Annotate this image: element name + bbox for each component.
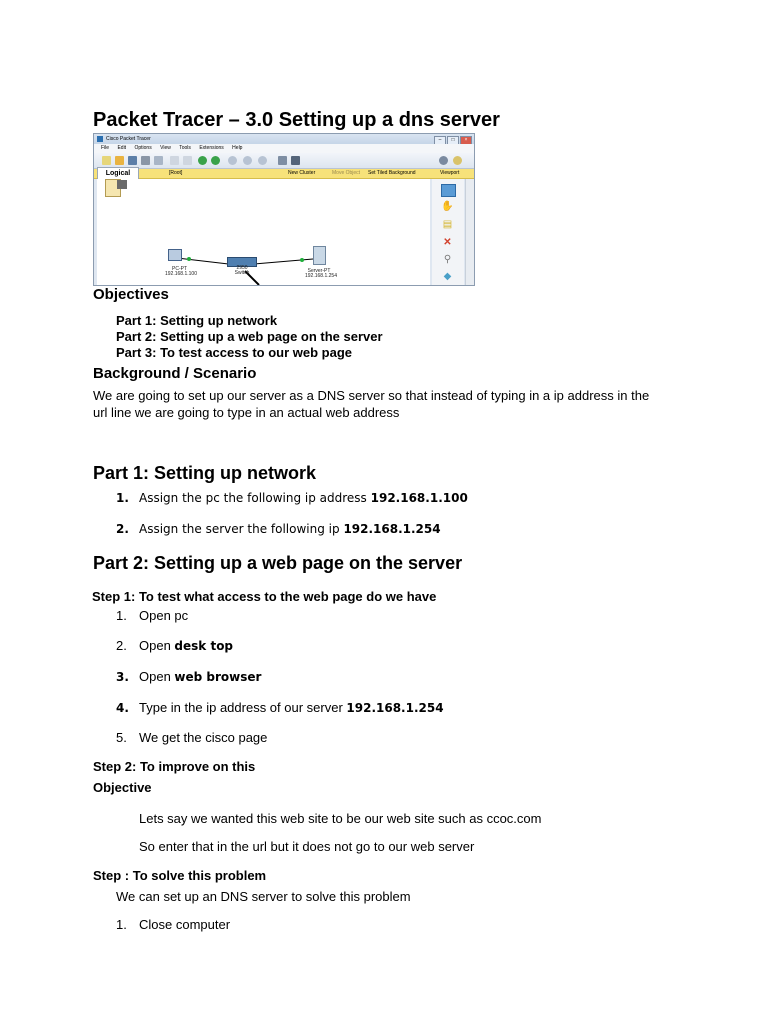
tool-panel bbox=[432, 179, 464, 285]
new-cluster-label: New Cluster bbox=[288, 170, 316, 176]
list-number: 2. bbox=[116, 522, 129, 536]
zoom-reset-icon bbox=[243, 156, 252, 165]
new-file-icon bbox=[102, 156, 111, 165]
packet-tracer-screenshot bbox=[93, 133, 475, 286]
list-item bbox=[116, 608, 188, 623]
objective-item: Part 1: Setting up network bbox=[116, 313, 278, 328]
pc-ip-label: 192.168.1.100 bbox=[165, 271, 197, 277]
objectives-heading: Objectives bbox=[93, 286, 169, 303]
list-number: 4. bbox=[116, 701, 129, 715]
logical-canvas bbox=[97, 179, 430, 285]
list-item bbox=[116, 638, 233, 653]
server-label: Server-PT bbox=[307, 268, 331, 274]
help-icon bbox=[453, 156, 462, 165]
scrollbar bbox=[465, 179, 474, 285]
menu-view: View bbox=[160, 145, 171, 151]
window-titlebar bbox=[94, 134, 474, 144]
part1-heading: Part 1: Setting up network bbox=[93, 463, 317, 483]
list-item bbox=[116, 730, 267, 745]
close-icon: × bbox=[460, 136, 472, 145]
step3-heading: Step : To solve this problem bbox=[93, 868, 267, 883]
background-text-line2: url line we are going to type in an actual web address bbox=[93, 405, 400, 420]
app-logo-icon bbox=[97, 136, 103, 142]
root-label: [Root] bbox=[169, 170, 183, 176]
objective-item: Part 3: To test access to our web page bbox=[116, 345, 352, 360]
objective-item: Part 2: Setting up a web page on the server bbox=[116, 329, 383, 344]
list-item bbox=[116, 491, 468, 505]
inspect-tool-icon: ⚲ bbox=[443, 254, 452, 265]
note-tool-icon: ▤ bbox=[442, 219, 453, 230]
list-number: 1. bbox=[116, 917, 127, 932]
list-text: Open bbox=[139, 669, 175, 684]
open-folder-icon bbox=[115, 156, 124, 165]
menu-extensions: Extensions bbox=[199, 145, 224, 151]
paste-icon bbox=[183, 156, 192, 165]
part2-heading: Part 2: Setting up a web page on the server bbox=[93, 553, 463, 573]
list-text: Type in the ip address of our server bbox=[139, 700, 347, 715]
delete-tool-icon: ✕ bbox=[443, 237, 452, 248]
move-object-label: Move Object bbox=[332, 170, 361, 176]
pc-icon bbox=[168, 249, 182, 261]
info-icon bbox=[439, 156, 448, 165]
window-title: Cisco Packet Tracer bbox=[106, 136, 151, 142]
server-icon bbox=[313, 246, 326, 265]
menu-file: File bbox=[101, 145, 110, 151]
tab-logical: Logical bbox=[97, 167, 139, 180]
list-text: Assign the server the following ip bbox=[139, 522, 344, 536]
maximize-icon: □ bbox=[447, 136, 459, 145]
draw-tool-icon: ◆ bbox=[443, 271, 452, 282]
undo-icon bbox=[198, 156, 207, 165]
switch-label: Switch bbox=[234, 270, 250, 276]
list-number: 5. bbox=[116, 730, 127, 745]
menu-bar bbox=[94, 144, 474, 153]
list-text: Assign the pc the following ip address bbox=[139, 491, 371, 505]
zoom-in-icon bbox=[228, 156, 237, 165]
objective-line2: So enter that in the url but it does not go to our web server bbox=[139, 839, 475, 854]
viewport-label: Viewport bbox=[440, 170, 460, 176]
list-number: 1. bbox=[116, 608, 127, 623]
print-icon bbox=[141, 156, 150, 165]
list-item bbox=[116, 700, 444, 715]
objective-heading: Objective bbox=[93, 780, 152, 795]
list-text: We get the cisco page bbox=[139, 730, 268, 745]
menu-edit: Edit bbox=[117, 145, 127, 151]
zoom-out-icon bbox=[258, 156, 267, 165]
page-title: Packet Tracer – 3.0 Setting up a dns server bbox=[93, 109, 500, 131]
step1-heading: Step 1: To test what access to the web page do we have bbox=[92, 589, 437, 604]
link-light-pc bbox=[187, 257, 191, 261]
list-bold-text: 192.168.1.254 bbox=[346, 701, 444, 715]
list-item bbox=[116, 669, 261, 684]
list-text: Close computer bbox=[139, 917, 231, 932]
switch-model-label: 2950 bbox=[236, 265, 248, 271]
list-bold-text: web browser bbox=[174, 670, 262, 684]
list-number: 3. bbox=[116, 670, 129, 684]
menu-options: Options bbox=[134, 145, 152, 151]
topology-svg bbox=[97, 179, 430, 285]
minimize-icon: – bbox=[434, 136, 446, 145]
list-item bbox=[116, 522, 441, 536]
list-text: Open bbox=[139, 638, 175, 653]
link-switch-server bbox=[254, 259, 313, 264]
select-tool-icon bbox=[441, 184, 456, 197]
workspace-bar bbox=[94, 169, 474, 179]
list-item bbox=[116, 917, 230, 932]
list-bold-text: desk top bbox=[174, 639, 234, 653]
step2-heading: Step 2: To improve on this bbox=[93, 759, 256, 774]
objective-line1: Lets say we wanted this web site to be our web site such as ccoc.com bbox=[139, 811, 542, 826]
save-icon bbox=[128, 156, 137, 165]
list-bold-text: 192.168.1.254 bbox=[343, 522, 441, 536]
activity-wizard-icon bbox=[154, 156, 163, 165]
step3-text: We can set up an DNS server to solve this problem bbox=[116, 889, 411, 904]
background-text-line1: We are going to set up our server as a DNS server so that instead of typing in a ip address in the bbox=[93, 388, 650, 403]
menu-tools: Tools bbox=[179, 145, 191, 151]
list-number: 1. bbox=[116, 491, 129, 505]
pc-label: PC-PT bbox=[172, 266, 187, 272]
move-tool-icon: ✋ bbox=[441, 201, 454, 212]
custom-devices-icon bbox=[291, 156, 300, 165]
drawing-palette-icon bbox=[278, 156, 287, 165]
server-ip-label: 192.168.1.254 bbox=[305, 273, 337, 279]
set-tiled-background-label: Set Tiled Background bbox=[368, 170, 416, 176]
list-number: 2. bbox=[116, 638, 127, 653]
menu-help: Help bbox=[232, 145, 243, 151]
redo-icon bbox=[211, 156, 220, 165]
list-text: Open pc bbox=[139, 608, 189, 623]
copy-icon bbox=[170, 156, 179, 165]
background-heading: Background / Scenario bbox=[93, 365, 257, 382]
link-light-server bbox=[300, 258, 304, 262]
toolbar bbox=[94, 153, 474, 169]
list-bold-text: 192.168.1.100 bbox=[370, 491, 468, 505]
